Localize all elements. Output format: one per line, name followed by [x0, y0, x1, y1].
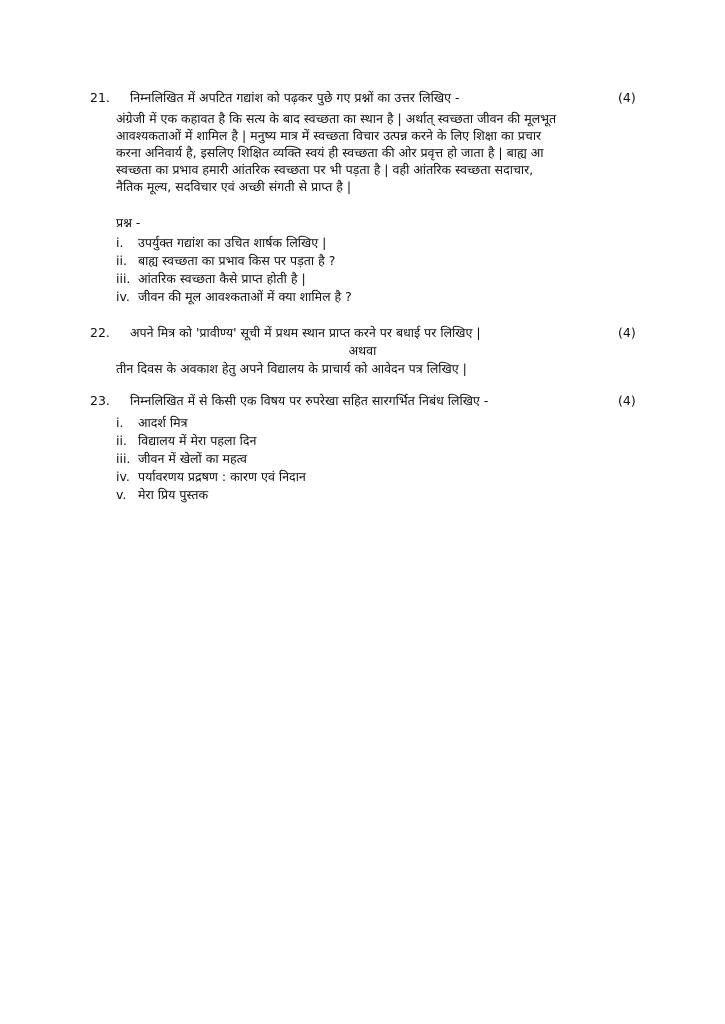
passage-line: आवश्यकताओं में शामिल है | मनुष्य मात्र में स्वच्छता विचार उत्पन्न करने के लिए शिक्षा का प्रचार — [116, 128, 542, 143]
question-title: अपने मित्र को 'प्रावीण्य' सूची में प्रथम स्थान प्राप्त करने पर बधाई पर लिखिए | — [130, 325, 481, 340]
item-numeral: iv. — [116, 469, 130, 484]
item-text: पर्यावरणय प्रद्रषण : कारण एवं निदान — [138, 469, 306, 484]
item-numeral: i. — [116, 235, 124, 250]
item-numeral: ii. — [116, 253, 127, 268]
item-numeral: ii. — [116, 433, 127, 448]
item-numeral: iii. — [116, 451, 131, 466]
question-marks: (4) — [618, 90, 636, 105]
question-marks: (4) — [618, 325, 636, 340]
question-number: 22. — [90, 325, 110, 340]
question-number: 21. — [90, 90, 110, 105]
item-text: बाह्य स्वच्छता का प्रभाव किस पर पड़ता है ? — [138, 253, 336, 268]
unseen-passage — [116, 110, 656, 195]
item-numeral: i. — [116, 415, 124, 430]
item-numeral: iii. — [116, 271, 131, 286]
questions-label: प्रश्न - — [116, 215, 141, 230]
question-marks: (4) — [618, 393, 636, 408]
question-title: निम्नलिखित में अपटित गद्यांश को पढ़कर पुछे गए प्रश्नों का उत्तर लिखिए - — [130, 90, 460, 105]
item-numeral: v. — [116, 487, 127, 502]
item-text: विद्यालय में मेरा पहला दिन — [138, 433, 257, 448]
item-text: उपर्युक्त गद्यांश का उचित शार्षक लिखिए | — [138, 235, 327, 250]
question-title: निम्नलिखित में से किसी एक विषय पर रुपरेखा सहित सारगर्भित निबंध लिखिए - — [130, 393, 489, 408]
item-numeral: iv. — [116, 289, 130, 304]
passage-line: अंग्रेजी में एक कहावत है कि सत्य के बाद स्वच्छता का स्थान है | अर्थात् स्वच्छता जीवन की मूलभूत — [116, 111, 557, 126]
question-number: 23. — [90, 393, 110, 408]
item-text: जीवन में खेलों का महत्व — [138, 451, 247, 466]
item-text: आंतरिक स्वच्छता कैसे प्राप्त होती है | — [138, 271, 306, 286]
passage-line: नैतिक मूल्य, सदविचार एवं अच्छी संगती से प्राप्त है | — [116, 179, 352, 194]
item-text: आदर्श मित्र — [138, 415, 188, 430]
passage-line: करना अनिवार्य है, इसलिए शिक्षित व्यक्ति स्वयं ही स्वच्छता की ओर प्रवृत्त हो जाता है | बाह्य आ — [116, 145, 544, 160]
item-text: जीवन की मूल आवश्कताओं में क्या शामिल है ? — [138, 289, 352, 304]
alternate-question: तीन दिवस के अवकाश हेतु अपने विद्यालय के प्राचार्य को आवेदन पत्र लिखिए | — [116, 361, 467, 376]
or-separator: अथवा — [348, 343, 377, 358]
passage-line: स्वच्छता का प्रभाव हमारी आंतरिक स्वच्छता पर भी पड़ता है | वही आंतरिक स्वच्छता सदाचार, — [116, 162, 534, 177]
item-text: मेरा प्रिय पुस्तक — [138, 487, 209, 502]
